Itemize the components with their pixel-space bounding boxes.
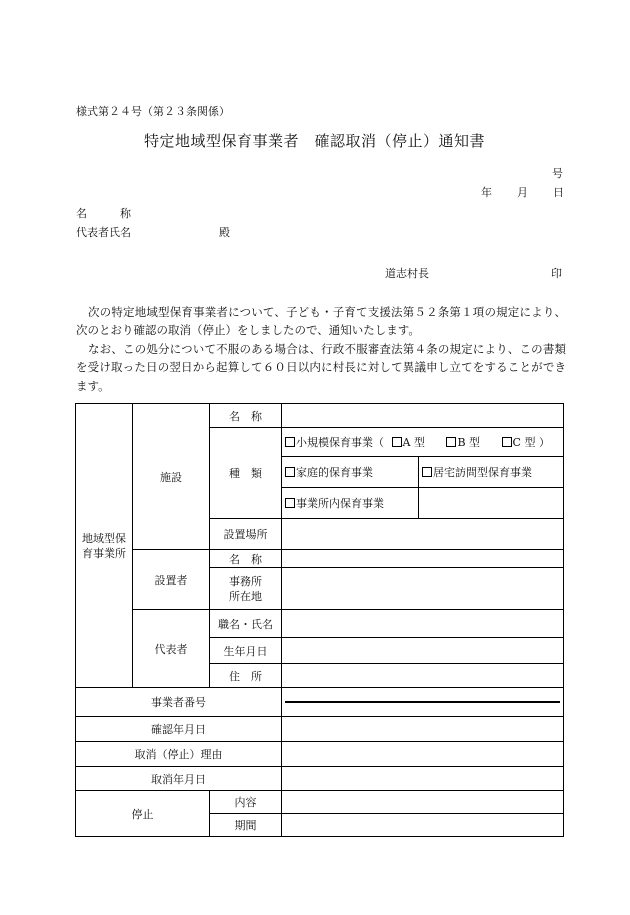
- type-onsite-cell: [282, 488, 419, 519]
- addressee-name-label: 名 称: [76, 207, 131, 220]
- founder-office-label: [210, 568, 282, 610]
- digit-box[interactable]: [454, 702, 475, 703]
- checkbox-home-visit[interactable]: [422, 467, 432, 477]
- type-empty-cell: [419, 488, 564, 519]
- seal-mark: 印: [551, 267, 562, 280]
- type-a-label: A 型: [402, 436, 425, 449]
- digit-box[interactable]: [328, 702, 349, 703]
- type-home-visit-label: 居宅訪問型保育事業: [433, 466, 532, 479]
- group-label-2: 育事業所: [82, 546, 126, 560]
- facility-location-field[interactable]: [282, 519, 564, 550]
- number-label: 号: [552, 167, 563, 180]
- form-number: 様式第２４号（第２３条関係）: [76, 105, 230, 118]
- suspend-content-field[interactable]: [282, 791, 564, 814]
- type-family-cell: [282, 457, 419, 488]
- digit-box[interactable]: [286, 702, 307, 703]
- rep-title-name-label: 職名・氏名: [210, 610, 282, 638]
- office-label-1: 事務所: [229, 574, 262, 588]
- digit-box[interactable]: [475, 702, 496, 703]
- founder-name-field[interactable]: [282, 550, 564, 568]
- founder-office-field[interactable]: [282, 568, 564, 610]
- checkbox-small-scale[interactable]: [285, 437, 295, 447]
- type-home-visit-cell: [419, 457, 564, 488]
- operator-no-label: 事業者番号: [76, 688, 282, 717]
- founder-label: 設置者: [133, 550, 210, 610]
- type-onsite-label: 事業所内保育事業: [296, 497, 384, 510]
- rep-birth-field[interactable]: [282, 638, 564, 664]
- digit-box[interactable]: [370, 702, 391, 703]
- suspend-period-field[interactable]: [282, 814, 564, 837]
- form-table: [75, 403, 564, 837]
- document-title: 特定地域型保育事業者 確認取消（停止）通知書: [144, 132, 486, 150]
- day-label: 日: [553, 186, 564, 199]
- digit-box[interactable]: [518, 702, 539, 703]
- facility-name-field[interactable]: [282, 404, 564, 428]
- digit-box[interactable]: [433, 702, 454, 703]
- rep-title-name-field[interactable]: [282, 610, 564, 638]
- sender-name: 道志村長: [385, 267, 429, 280]
- rep-label: 代表者: [133, 610, 210, 688]
- type-b-label: B 型: [457, 436, 481, 449]
- honorific: 殿: [219, 226, 230, 239]
- checkbox-type-b[interactable]: [446, 437, 456, 447]
- suspend-content-label: 内容: [210, 791, 282, 814]
- digit-box[interactable]: [391, 702, 412, 703]
- digit-box[interactable]: [307, 702, 328, 703]
- founder-name-label: 名 称: [210, 550, 282, 568]
- addressee-rep-label: 代表者氏名: [76, 226, 131, 239]
- digit-box[interactable]: [497, 702, 518, 703]
- checkbox-onsite[interactable]: [285, 498, 295, 508]
- cancel-date-label: 取消年月日: [76, 767, 282, 791]
- rep-address-label: 住 所: [210, 664, 282, 688]
- checkbox-type-a[interactable]: [392, 437, 402, 447]
- cancel-date-field[interactable]: [282, 767, 564, 791]
- office-label-2: 所在地: [229, 589, 262, 603]
- type-family-label: 家庭的保育事業: [296, 466, 373, 479]
- suspend-label: 停止: [76, 791, 210, 837]
- rep-address-field[interactable]: [282, 664, 564, 688]
- type-small-label: 小規模保育事業（: [296, 436, 384, 449]
- operator-no-field: [282, 688, 564, 717]
- month-label: 月: [517, 186, 528, 199]
- digit-box[interactable]: [349, 702, 370, 703]
- cancel-reason-field[interactable]: [282, 742, 564, 767]
- suspend-period-label: 期間: [210, 814, 282, 837]
- year-label: 年: [481, 186, 492, 199]
- type-small-scale-row: [282, 428, 564, 457]
- confirm-date-label: 確認年月日: [76, 717, 282, 742]
- cancel-reason-label: 取消（停止）理由: [76, 742, 282, 767]
- facility-label: 施設: [133, 404, 210, 550]
- group-label-1: 地域型保: [82, 531, 126, 545]
- rep-birth-label: 生年月日: [210, 638, 282, 664]
- facility-location-label: 設置場所: [210, 519, 282, 550]
- body-paragraph-1: 次の特定地域型保育事業者について、子ども・子育て支援法第５２条第１項の規定により、次のとおり確認の取消（停止）をしましたので、通知いたします。: [76, 305, 566, 338]
- digit-box[interactable]: [539, 702, 560, 703]
- group-label-cell: [76, 404, 133, 688]
- type-c-label: C 型 ）: [512, 436, 550, 449]
- confirm-date-field[interactable]: [282, 717, 564, 742]
- facility-type-label: 種 類: [210, 428, 282, 519]
- operator-no-boxes: [285, 701, 560, 703]
- body-paragraph-2: なお、この処分について不服のある場合は、行政不服審査法第４条の規定により、この書類を受け取った日の翌日から起算して６０日以内に村長に対して異議申し立てをすることができます。: [76, 342, 566, 393]
- facility-name-label: 名 称: [210, 404, 282, 428]
- digit-box[interactable]: [412, 702, 433, 703]
- checkbox-family[interactable]: [285, 467, 295, 477]
- checkbox-type-c[interactable]: [502, 437, 512, 447]
